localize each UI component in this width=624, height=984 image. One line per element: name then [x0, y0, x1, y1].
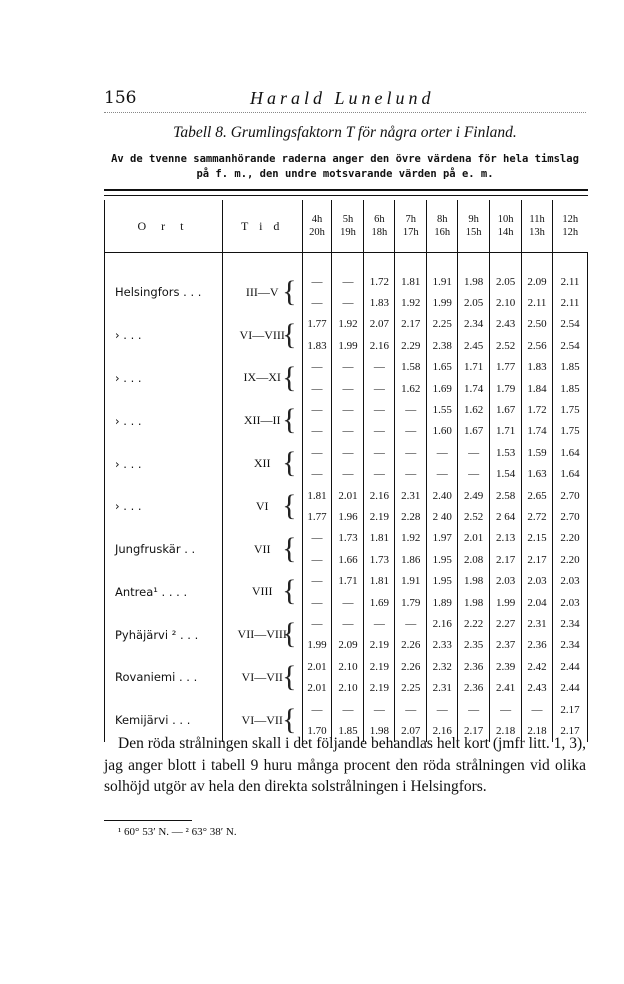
- hour-am: 10h: [497, 214, 514, 225]
- table-cell: 1.99: [302, 635, 332, 656]
- table-cell: 2.33: [427, 635, 458, 656]
- hour-am: 6h: [374, 214, 385, 225]
- table-cell: —: [427, 442, 458, 463]
- table-cell: 1.69: [364, 592, 395, 613]
- table-row: [105, 399, 588, 420]
- table-cell: 2.70: [552, 485, 587, 506]
- table-cell: 2.52: [458, 506, 490, 527]
- table-cell: 1.85: [332, 720, 364, 741]
- table-cell: —: [302, 357, 332, 378]
- table-cell: 2.41: [490, 677, 522, 698]
- column-header-hour: [364, 200, 395, 253]
- time-period: [222, 528, 302, 571]
- table-cell: 1.96: [332, 506, 364, 527]
- running-head: Harald Lunelund: [250, 88, 435, 108]
- table-cell: 2.16: [427, 613, 458, 634]
- table-cell: 2.45: [458, 335, 490, 356]
- time-period-label: VI—VII: [241, 712, 283, 727]
- table-cell: 2.17: [458, 720, 490, 741]
- brace-icon: {: [282, 660, 297, 694]
- table-cell: —: [364, 442, 395, 463]
- table-cell: —: [364, 399, 395, 420]
- table-cell: 2.58: [490, 485, 522, 506]
- table-cell: 2.42: [522, 656, 553, 677]
- table-spacer-row: [105, 253, 588, 272]
- hour-pm: 15h: [465, 227, 482, 238]
- head-rule: [104, 112, 586, 113]
- station-name: Rovaniemi . . .: [105, 656, 223, 699]
- table-row: [105, 271, 588, 292]
- table-cell: 1.83: [364, 292, 395, 313]
- table-cell: —: [522, 699, 553, 720]
- table-cell: —: [458, 464, 490, 485]
- table-cell: 2.50: [522, 314, 553, 335]
- table-cell: 1.74: [522, 421, 553, 442]
- table-cell: 2.25: [427, 314, 458, 335]
- table-cell: 1.83: [302, 335, 332, 356]
- table-cell: 2.36: [522, 635, 553, 656]
- table-cell: 2.22: [458, 613, 490, 634]
- table-cell: 1.85: [552, 357, 587, 378]
- table-cell: 2.44: [552, 677, 587, 698]
- table-cell: —: [395, 464, 427, 485]
- time-period: [222, 357, 302, 400]
- time-period-label: VII—VIII: [237, 627, 287, 642]
- station-name: › . . .: [105, 357, 223, 400]
- table-cell: 2.16: [364, 485, 395, 506]
- table-cell: 2.13: [490, 528, 522, 549]
- table-cell: 2.65: [522, 485, 553, 506]
- time-period-label: VIII: [251, 584, 273, 599]
- table-cell: —: [395, 699, 427, 720]
- table-cell: —: [332, 613, 364, 634]
- table-cell: 2 40: [427, 506, 458, 527]
- hour-am: 8h: [436, 214, 448, 225]
- table-cell: 2.44: [552, 656, 587, 677]
- table-cell: 2.31: [395, 485, 427, 506]
- table-cell: 2.01: [332, 485, 364, 506]
- hour-pm: 14h: [497, 227, 514, 238]
- hour-am: 5h: [342, 214, 354, 225]
- hour-pm: 19h: [340, 227, 356, 238]
- table-cell: 2.17: [552, 699, 587, 720]
- time-period-label: IX—XI: [243, 370, 281, 385]
- table-cell: 1.98: [364, 720, 395, 741]
- table-cell: —: [302, 271, 332, 292]
- column-header-hour: [490, 200, 522, 253]
- table-cell: —: [332, 292, 364, 313]
- column-header-tid: T i d: [222, 200, 302, 253]
- table-cell: —: [332, 464, 364, 485]
- table-caption: [104, 152, 586, 182]
- table-cell: 2.34: [552, 635, 587, 656]
- table-cell: 2.17: [395, 314, 427, 335]
- table-cell: —: [395, 613, 427, 634]
- table-cell: —: [332, 592, 364, 613]
- table-cell: 2 64: [490, 506, 522, 527]
- table-row: [105, 442, 588, 463]
- table-cell: 1.95: [427, 549, 458, 570]
- table-cell: 2.43: [490, 314, 522, 335]
- hour-am: 9h: [468, 214, 479, 225]
- table-cell: 2.05: [490, 271, 522, 292]
- table-cell: 2.09: [522, 271, 553, 292]
- station-name: Kemijärvi . . .: [105, 699, 223, 742]
- brace-icon: {: [282, 488, 297, 522]
- table-cell: 2.10: [332, 677, 364, 698]
- table-cell: 1.59: [522, 442, 553, 463]
- table-cell: 2.72: [522, 506, 553, 527]
- table-cell: 1.75: [552, 399, 587, 420]
- time-period-label: VI: [255, 498, 269, 513]
- table-cell: 1.84: [522, 378, 553, 399]
- table-cell: 2.15: [522, 528, 553, 549]
- table-cell: 1.58: [395, 357, 427, 378]
- table-cell: 1.65: [427, 357, 458, 378]
- table-cell: 1.55: [427, 399, 458, 420]
- hour-am: 11h: [529, 214, 545, 225]
- time-period: [222, 399, 302, 442]
- table-cell: 2.40: [427, 485, 458, 506]
- table-cell: 1.98: [458, 271, 490, 292]
- table-cell: 2.01: [458, 528, 490, 549]
- table-cell: —: [490, 699, 522, 720]
- table-cell: —: [302, 699, 332, 720]
- time-period-label: VII: [253, 541, 271, 556]
- table-cell: 1.92: [395, 292, 427, 313]
- table-cell: —: [458, 699, 490, 720]
- table-cell: 2.28: [395, 506, 427, 527]
- brace-icon: {: [282, 403, 297, 437]
- table-cell: 2.03: [490, 570, 522, 591]
- table-cell: 2.11: [552, 292, 587, 313]
- table-row: [105, 613, 588, 634]
- table-cell: 1.73: [332, 528, 364, 549]
- table-cell: 1.53: [490, 442, 522, 463]
- table-cell: —: [427, 699, 458, 720]
- table-cell: —: [302, 378, 332, 399]
- table-cell: 1.62: [458, 399, 490, 420]
- table-cell: 2.04: [522, 592, 553, 613]
- table-cell: 1.69: [427, 378, 458, 399]
- table-cell: 2.26: [395, 635, 427, 656]
- table-header-row: [105, 200, 588, 253]
- table-cell: 2.37: [490, 635, 522, 656]
- table-cell: 2.20: [552, 528, 587, 549]
- station-name: Antrea¹ . . . .: [105, 570, 223, 613]
- table-cell: 1.81: [302, 485, 332, 506]
- brace-icon: {: [282, 531, 297, 565]
- table-row: [105, 485, 588, 506]
- table-cell: 1.71: [458, 357, 490, 378]
- table-cell: 2.03: [552, 592, 587, 613]
- table-cell: 2.39: [490, 656, 522, 677]
- table-cell: 2.29: [395, 335, 427, 356]
- table-cell: 2.16: [427, 720, 458, 741]
- table-cell: 1.62: [395, 378, 427, 399]
- time-period: [222, 656, 302, 699]
- data-table: [104, 200, 588, 742]
- table-row: [105, 314, 588, 335]
- station-name: › . . .: [105, 314, 223, 357]
- hour-am: 4h: [311, 214, 323, 225]
- table-cell: —: [302, 464, 332, 485]
- hour-pm: 20h: [309, 227, 325, 238]
- table-cell: 2.19: [364, 635, 395, 656]
- table-cell: 1.99: [490, 592, 522, 613]
- table-cell: —: [332, 378, 364, 399]
- column-header-hour: [522, 200, 553, 253]
- table-cell: —: [395, 421, 427, 442]
- table-cell: —: [332, 421, 364, 442]
- table-cell: 2.01: [302, 677, 332, 698]
- hour-am: 12h: [562, 214, 579, 225]
- table-cell: 1.99: [427, 292, 458, 313]
- table-cell: 2.18: [490, 720, 522, 741]
- brace-icon: {: [282, 617, 297, 651]
- table-cell: 2.34: [458, 314, 490, 335]
- station-name: › . . .: [105, 399, 223, 442]
- table-cell: 2.31: [427, 677, 458, 698]
- table-cell: 1.66: [332, 549, 364, 570]
- table-cell: 1.64: [552, 464, 587, 485]
- table-cell: —: [427, 464, 458, 485]
- table-cell: 2.10: [332, 656, 364, 677]
- column-header-hour: [332, 200, 364, 253]
- table-cell: 1.92: [395, 528, 427, 549]
- table-cell: 2.17: [490, 549, 522, 570]
- table-cell: 2.19: [364, 677, 395, 698]
- time-period: [222, 613, 302, 656]
- table-cell: —: [332, 399, 364, 420]
- time-period-label: VI—VII: [241, 669, 283, 684]
- table-row: [105, 570, 588, 591]
- table-row: [105, 528, 588, 549]
- table-cell: 1.79: [490, 378, 522, 399]
- table-cell: —: [302, 292, 332, 313]
- table-cell: 1.91: [395, 570, 427, 591]
- table-cell: —: [332, 442, 364, 463]
- table-cell: —: [458, 442, 490, 463]
- table-cell: 1.98: [458, 592, 490, 613]
- table-cell: 2.25: [395, 677, 427, 698]
- table-cell: 2.18: [522, 720, 553, 741]
- station-name: › . . .: [105, 485, 223, 528]
- table-cell: —: [332, 357, 364, 378]
- hour-pm: 18h: [371, 227, 388, 238]
- table-cell: 1.95: [427, 570, 458, 591]
- table-cell: 2.17: [552, 720, 587, 741]
- brace-icon: {: [282, 275, 297, 308]
- table-cell: 2.01: [302, 656, 332, 677]
- hour-pm: 12h: [562, 227, 579, 238]
- time-period: [222, 570, 302, 613]
- brace-icon: {: [282, 574, 297, 608]
- table-cell: 2.52: [490, 335, 522, 356]
- table-cell: 1.92: [332, 314, 364, 335]
- table-cell: 2.49: [458, 485, 490, 506]
- column-header-hour: [427, 200, 458, 253]
- table-cell: 1.71: [490, 421, 522, 442]
- body-text: [104, 733, 586, 798]
- table-cell: 1.60: [427, 421, 458, 442]
- brace-icon: {: [282, 317, 297, 351]
- station-name: › . . .: [105, 442, 223, 485]
- table-cell: 2.17: [522, 549, 553, 570]
- table-cell: 2.07: [364, 314, 395, 335]
- table-row: [105, 656, 588, 677]
- table-rule-top-inner: [104, 195, 588, 196]
- table-cell: 2.05: [458, 292, 490, 313]
- table-cell: 2.19: [364, 656, 395, 677]
- hour-am: 7h: [405, 214, 417, 225]
- time-period: [222, 442, 302, 485]
- table-cell: 1.67: [458, 421, 490, 442]
- table-cell: 2.34: [552, 613, 587, 634]
- column-header-hour: [395, 200, 427, 253]
- table-cell: 1.77: [302, 314, 332, 335]
- table-cell: 2.19: [364, 506, 395, 527]
- table-cell: —: [302, 570, 332, 591]
- table-cell: 2.56: [522, 335, 553, 356]
- table-cell: 2.11: [522, 292, 553, 313]
- time-period-label: III—V: [245, 284, 279, 299]
- table-cell: 1.75: [552, 421, 587, 442]
- table-cell: 1.72: [364, 271, 395, 292]
- table-cell: 1.73: [364, 549, 395, 570]
- brace-icon: {: [282, 446, 297, 480]
- brace-icon: {: [282, 702, 297, 736]
- table-cell: 1.86: [395, 549, 427, 570]
- table-cell: 2.03: [522, 570, 553, 591]
- table-cell: —: [395, 442, 427, 463]
- brace-icon: {: [282, 360, 297, 394]
- table-cell: 1.70: [302, 720, 332, 741]
- table-cell: 2.20: [552, 549, 587, 570]
- table-rule-top: [104, 189, 588, 191]
- table-cell: 2.32: [427, 656, 458, 677]
- table-cell: —: [302, 613, 332, 634]
- time-period-label: XII: [253, 456, 271, 471]
- table-cell: —: [364, 464, 395, 485]
- table-cell: 1.63: [522, 464, 553, 485]
- column-header-ort: O r t: [105, 200, 223, 253]
- table-cell: —: [364, 613, 395, 634]
- hour-pm: 16h: [434, 227, 451, 238]
- time-period-label: XII—II: [243, 413, 281, 428]
- table-cell: 2.70: [552, 506, 587, 527]
- table-cell: 1.97: [427, 528, 458, 549]
- table-cell: —: [332, 271, 364, 292]
- time-period: [222, 485, 302, 528]
- table-cell: 1.99: [332, 335, 364, 356]
- table-cell: 1.74: [458, 378, 490, 399]
- table-cell: —: [302, 442, 332, 463]
- table-cell: —: [364, 357, 395, 378]
- table-cell: 2.43: [522, 677, 553, 698]
- table-cell: 2.38: [427, 335, 458, 356]
- table-cell: 2.31: [522, 613, 553, 634]
- table-cell: 1.64: [552, 442, 587, 463]
- hour-pm: 17h: [402, 227, 419, 238]
- station-name: Helsingfors . . .: [105, 271, 223, 314]
- table-cell: 1.77: [302, 506, 332, 527]
- table-cell: —: [332, 699, 364, 720]
- table-cell: 1.81: [395, 271, 427, 292]
- table-cell: 2.54: [552, 335, 587, 356]
- time-period-label: VI—VIII: [239, 327, 285, 342]
- table-cell: 1.72: [522, 399, 553, 420]
- table-cell: —: [364, 378, 395, 399]
- table-cell: 2.35: [458, 635, 490, 656]
- table-cell: 2.07: [395, 720, 427, 741]
- caption-line-2: på f. m., den undre motsvarande värden på e. m.: [196, 168, 494, 180]
- table-cell: 1.79: [395, 592, 427, 613]
- table-cell: 1.81: [364, 570, 395, 591]
- table-cell: 2.36: [458, 677, 490, 698]
- table-cell: —: [302, 399, 332, 420]
- table-cell: —: [302, 549, 332, 570]
- table-cell: 1.67: [490, 399, 522, 420]
- table-cell: 1.98: [458, 570, 490, 591]
- body-paragraph: Den röda strålningen skall i det följande behandlas helt kort (jmfr litt. 1, 3), jag anger blott i tabell 9 huru många procent den röda strålningen vid olika solhöjd utgör av hela den direkta solstrålningen i Helsingfors.: [104, 735, 586, 795]
- table-title: Tabell 8. Grumlingsfaktorn T för några orter i Finland.: [173, 124, 517, 141]
- caption-line-1: Av de tvenne sammanhörande raderna anger den övre värdena för hela timslag: [111, 153, 579, 165]
- station-name: Pyhäjärvi ² . . .: [105, 613, 223, 656]
- time-period: [222, 271, 302, 314]
- table-cell: 2.10: [490, 292, 522, 313]
- table-cell: —: [302, 592, 332, 613]
- column-header-hour: [302, 200, 332, 253]
- time-period: [222, 314, 302, 357]
- column-header-hour: [458, 200, 490, 253]
- table-cell: —: [302, 528, 332, 549]
- table-row: [105, 699, 588, 720]
- table-cell: —: [364, 421, 395, 442]
- table-cell: 1.54: [490, 464, 522, 485]
- table-cell: —: [364, 699, 395, 720]
- table-cell: 2.54: [552, 314, 587, 335]
- table-cell: 1.77: [490, 357, 522, 378]
- table-cell: 2.16: [364, 335, 395, 356]
- footnote-rule: [104, 820, 192, 821]
- table-cell: 2.27: [490, 613, 522, 634]
- table-cell: 1.91: [427, 271, 458, 292]
- table-cell: 1.85: [552, 378, 587, 399]
- table-cell: 1.83: [522, 357, 553, 378]
- table-cell: —: [302, 421, 332, 442]
- table-cell: 1.89: [427, 592, 458, 613]
- table-cell: 1.71: [332, 570, 364, 591]
- table-cell: 2.03: [552, 570, 587, 591]
- page-number: 156: [104, 88, 137, 108]
- column-header-hour: [552, 200, 587, 253]
- table-cell: 2.36: [458, 656, 490, 677]
- footnote: ¹ 60° 53′ N. — ² 63° 38′ N.: [118, 826, 237, 838]
- hour-pm: 13h: [529, 227, 545, 238]
- table-cell: 2.11: [552, 271, 587, 292]
- table-row: [105, 357, 588, 378]
- table-cell: 2.26: [395, 656, 427, 677]
- station-name: Jungfruskär . .: [105, 528, 223, 571]
- table-cell: 2.09: [332, 635, 364, 656]
- table-cell: 1.81: [364, 528, 395, 549]
- table-cell: —: [395, 399, 427, 420]
- table-cell: 2.08: [458, 549, 490, 570]
